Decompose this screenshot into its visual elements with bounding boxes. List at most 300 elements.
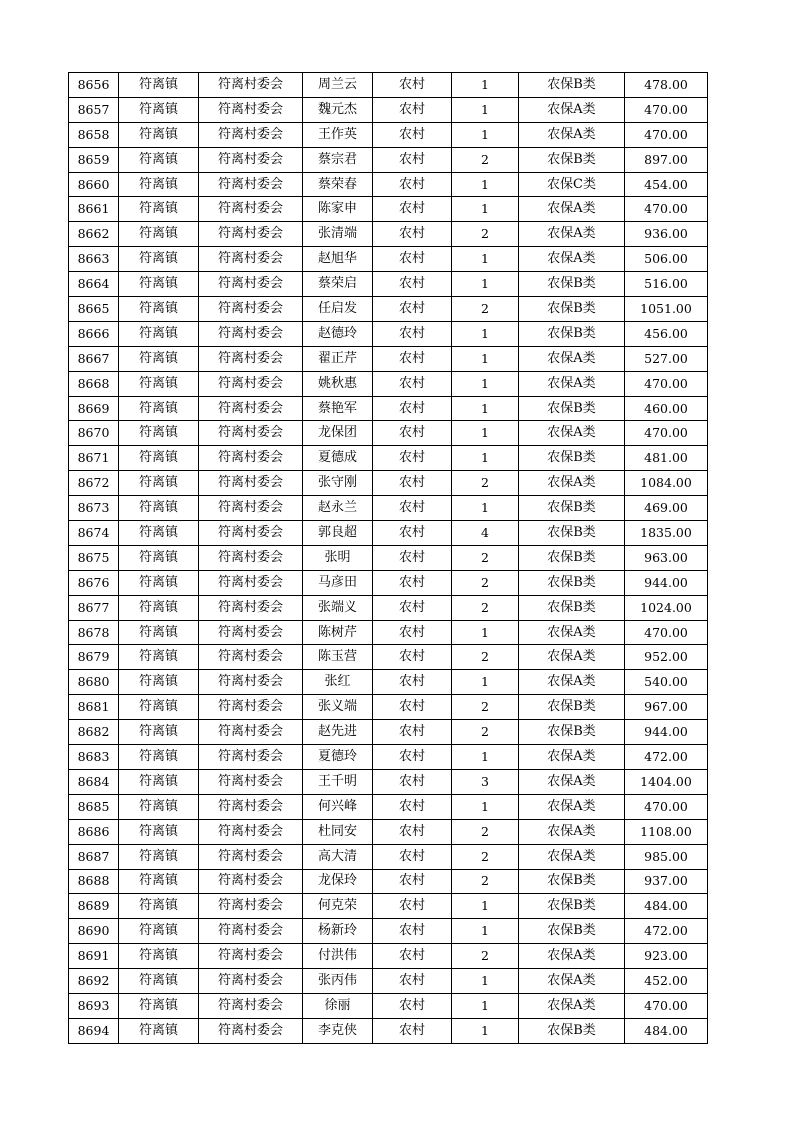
table-row xyxy=(69,272,708,297)
table-row xyxy=(69,670,708,695)
cell-amount: 470.00 xyxy=(625,421,708,446)
cell-person-name: 郭良超 xyxy=(303,521,373,546)
table-row xyxy=(69,620,708,645)
cell-household-size: 1 xyxy=(452,122,519,147)
table-row xyxy=(69,993,708,1018)
cell-household-size: 2 xyxy=(452,570,519,595)
cell-amount: 936.00 xyxy=(625,222,708,247)
cell-household-type: 农村 xyxy=(373,147,452,172)
table-row xyxy=(69,969,708,994)
cell-household-type: 农村 xyxy=(373,570,452,595)
cell-insurance-category: 农保A类 xyxy=(519,645,625,670)
cell-amount: 469.00 xyxy=(625,496,708,521)
cell-household-type: 农村 xyxy=(373,371,452,396)
table-row xyxy=(69,396,708,421)
cell-person-name: 王千明 xyxy=(303,769,373,794)
cell-village-committee: 符离村委会 xyxy=(199,371,303,396)
cell-village-committee: 符离村委会 xyxy=(199,869,303,894)
table-row xyxy=(69,222,708,247)
cell-household-size: 2 xyxy=(452,297,519,322)
cell-person-name: 张清端 xyxy=(303,222,373,247)
cell-person-name: 龙保玲 xyxy=(303,869,373,894)
cell-village-committee: 符离村委会 xyxy=(199,745,303,770)
cell-person-name: 蔡艳军 xyxy=(303,396,373,421)
table-row xyxy=(69,97,708,122)
cell-amount: 937.00 xyxy=(625,869,708,894)
cell-insurance-category: 农保A类 xyxy=(519,819,625,844)
table-row xyxy=(69,73,708,98)
cell-record-number: 8676 xyxy=(69,570,119,595)
cell-amount: 527.00 xyxy=(625,346,708,371)
cell-village-committee: 符离村委会 xyxy=(199,172,303,197)
cell-record-number: 8668 xyxy=(69,371,119,396)
cell-household-size: 2 xyxy=(452,944,519,969)
cell-person-name: 徐丽 xyxy=(303,993,373,1018)
cell-town: 符离镇 xyxy=(119,446,199,471)
cell-record-number: 8675 xyxy=(69,545,119,570)
table-row xyxy=(69,521,708,546)
cell-amount: 944.00 xyxy=(625,570,708,595)
cell-town: 符离镇 xyxy=(119,919,199,944)
cell-person-name: 杜同安 xyxy=(303,819,373,844)
cell-household-type: 农村 xyxy=(373,919,452,944)
cell-amount: 470.00 xyxy=(625,197,708,222)
cell-record-number: 8690 xyxy=(69,919,119,944)
cell-town: 符离镇 xyxy=(119,297,199,322)
cell-household-type: 农村 xyxy=(373,595,452,620)
cell-household-size: 1 xyxy=(452,670,519,695)
cell-insurance-category: 农保B类 xyxy=(519,919,625,944)
cell-record-number: 8657 xyxy=(69,97,119,122)
table-row xyxy=(69,595,708,620)
cell-record-number: 8685 xyxy=(69,794,119,819)
cell-household-type: 农村 xyxy=(373,446,452,471)
cell-village-committee: 符离村委会 xyxy=(199,346,303,371)
cell-person-name: 蔡荣春 xyxy=(303,172,373,197)
cell-village-committee: 符离村委会 xyxy=(199,396,303,421)
cell-village-committee: 符离村委会 xyxy=(199,446,303,471)
cell-insurance-category: 农保B类 xyxy=(519,297,625,322)
cell-person-name: 蔡荣启 xyxy=(303,272,373,297)
cell-household-type: 农村 xyxy=(373,745,452,770)
table-row xyxy=(69,321,708,346)
cell-record-number: 8677 xyxy=(69,595,119,620)
cell-town: 符离镇 xyxy=(119,73,199,98)
cell-household-size: 3 xyxy=(452,769,519,794)
cell-household-size: 1 xyxy=(452,396,519,421)
cell-household-type: 农村 xyxy=(373,944,452,969)
cell-household-type: 农村 xyxy=(373,396,452,421)
cell-household-size: 1 xyxy=(452,993,519,1018)
cell-person-name: 张红 xyxy=(303,670,373,695)
cell-village-committee: 符离村委会 xyxy=(199,819,303,844)
cell-village-committee: 符离村委会 xyxy=(199,321,303,346)
cell-insurance-category: 农保B类 xyxy=(519,545,625,570)
cell-town: 符离镇 xyxy=(119,993,199,1018)
cell-record-number: 8670 xyxy=(69,421,119,446)
cell-household-type: 农村 xyxy=(373,844,452,869)
cell-insurance-category: 农保A类 xyxy=(519,944,625,969)
table-row xyxy=(69,769,708,794)
cell-insurance-category: 农保B类 xyxy=(519,695,625,720)
cell-insurance-category: 农保A类 xyxy=(519,794,625,819)
cell-amount: 506.00 xyxy=(625,247,708,272)
cell-town: 符离镇 xyxy=(119,521,199,546)
cell-village-committee: 符离村委会 xyxy=(199,147,303,172)
table-row xyxy=(69,147,708,172)
cell-person-name: 蔡宗君 xyxy=(303,147,373,172)
cell-household-size: 1 xyxy=(452,421,519,446)
cell-amount: 470.00 xyxy=(625,620,708,645)
cell-household-type: 农村 xyxy=(373,869,452,894)
cell-record-number: 8684 xyxy=(69,769,119,794)
cell-village-committee: 符离村委会 xyxy=(199,894,303,919)
table-row xyxy=(69,944,708,969)
cell-insurance-category: 农保A类 xyxy=(519,844,625,869)
cell-household-size: 1 xyxy=(452,371,519,396)
table-row xyxy=(69,894,708,919)
cell-record-number: 8680 xyxy=(69,670,119,695)
cell-town: 符离镇 xyxy=(119,794,199,819)
cell-household-size: 1 xyxy=(452,321,519,346)
cell-town: 符离镇 xyxy=(119,172,199,197)
cell-amount: 1024.00 xyxy=(625,595,708,620)
table-row xyxy=(69,471,708,496)
cell-person-name: 夏德玲 xyxy=(303,745,373,770)
cell-household-type: 农村 xyxy=(373,769,452,794)
table-row xyxy=(69,197,708,222)
cell-person-name: 赵先进 xyxy=(303,720,373,745)
cell-village-committee: 符离村委会 xyxy=(199,421,303,446)
cell-household-size: 2 xyxy=(452,545,519,570)
cell-village-committee: 符离村委会 xyxy=(199,570,303,595)
cell-household-size: 1 xyxy=(452,894,519,919)
cell-record-number: 8681 xyxy=(69,695,119,720)
cell-record-number: 8658 xyxy=(69,122,119,147)
cell-village-committee: 符离村委会 xyxy=(199,97,303,122)
cell-person-name: 陈树芹 xyxy=(303,620,373,645)
cell-village-committee: 符离村委会 xyxy=(199,272,303,297)
cell-insurance-category: 农保A类 xyxy=(519,471,625,496)
cell-town: 符离镇 xyxy=(119,570,199,595)
cell-town: 符离镇 xyxy=(119,496,199,521)
cell-household-size: 1 xyxy=(452,247,519,272)
cell-person-name: 张守刚 xyxy=(303,471,373,496)
table-row xyxy=(69,745,708,770)
cell-person-name: 付洪伟 xyxy=(303,944,373,969)
cell-amount: 472.00 xyxy=(625,745,708,770)
cell-household-size: 2 xyxy=(452,645,519,670)
cell-insurance-category: 农保C类 xyxy=(519,172,625,197)
cell-household-type: 农村 xyxy=(373,545,452,570)
cell-household-type: 农村 xyxy=(373,695,452,720)
cell-amount: 470.00 xyxy=(625,993,708,1018)
cell-insurance-category: 农保B类 xyxy=(519,570,625,595)
cell-village-committee: 符离村委会 xyxy=(199,944,303,969)
cell-insurance-category: 农保B类 xyxy=(519,894,625,919)
cell-amount: 923.00 xyxy=(625,944,708,969)
cell-insurance-category: 农保B类 xyxy=(519,496,625,521)
cell-village-committee: 符离村委会 xyxy=(199,695,303,720)
cell-village-committee: 符离村委会 xyxy=(199,620,303,645)
cell-person-name: 翟正芹 xyxy=(303,346,373,371)
cell-village-committee: 符离村委会 xyxy=(199,471,303,496)
cell-town: 符离镇 xyxy=(119,720,199,745)
cell-insurance-category: 农保B类 xyxy=(519,446,625,471)
table-row xyxy=(69,844,708,869)
cell-household-size: 2 xyxy=(452,595,519,620)
cell-person-name: 张丙伟 xyxy=(303,969,373,994)
cell-insurance-category: 农保A类 xyxy=(519,371,625,396)
cell-insurance-category: 农保B类 xyxy=(519,73,625,98)
cell-household-size: 2 xyxy=(452,720,519,745)
cell-town: 符离镇 xyxy=(119,620,199,645)
cell-town: 符离镇 xyxy=(119,969,199,994)
cell-village-committee: 符离村委会 xyxy=(199,993,303,1018)
cell-person-name: 何兴峰 xyxy=(303,794,373,819)
cell-record-number: 8688 xyxy=(69,869,119,894)
cell-insurance-category: 农保A类 xyxy=(519,620,625,645)
cell-household-size: 2 xyxy=(452,869,519,894)
cell-insurance-category: 农保A类 xyxy=(519,993,625,1018)
cell-household-type: 农村 xyxy=(373,645,452,670)
cell-village-committee: 符离村委会 xyxy=(199,222,303,247)
cell-record-number: 8669 xyxy=(69,396,119,421)
cell-amount: 1835.00 xyxy=(625,521,708,546)
cell-village-committee: 符离村委会 xyxy=(199,73,303,98)
table-row xyxy=(69,247,708,272)
cell-household-size: 1 xyxy=(452,794,519,819)
cell-record-number: 8694 xyxy=(69,1018,119,1043)
cell-town: 符离镇 xyxy=(119,122,199,147)
cell-amount: 985.00 xyxy=(625,844,708,869)
cell-village-committee: 符离村委会 xyxy=(199,794,303,819)
cell-town: 符离镇 xyxy=(119,944,199,969)
cell-record-number: 8656 xyxy=(69,73,119,98)
cell-household-type: 农村 xyxy=(373,321,452,346)
cell-record-number: 8667 xyxy=(69,346,119,371)
cell-household-type: 农村 xyxy=(373,122,452,147)
cell-town: 符离镇 xyxy=(119,247,199,272)
table-row xyxy=(69,172,708,197)
roster-body xyxy=(69,73,708,1044)
table-row xyxy=(69,1018,708,1043)
cell-amount: 484.00 xyxy=(625,894,708,919)
cell-village-committee: 符离村委会 xyxy=(199,844,303,869)
cell-village-committee: 符离村委会 xyxy=(199,122,303,147)
cell-town: 符离镇 xyxy=(119,371,199,396)
cell-household-size: 1 xyxy=(452,446,519,471)
table-row xyxy=(69,794,708,819)
table-row xyxy=(69,545,708,570)
cell-household-type: 农村 xyxy=(373,222,452,247)
cell-amount: 454.00 xyxy=(625,172,708,197)
table-row xyxy=(69,446,708,471)
cell-village-committee: 符离村委会 xyxy=(199,247,303,272)
cell-person-name: 魏元杰 xyxy=(303,97,373,122)
cell-village-committee: 符离村委会 xyxy=(199,297,303,322)
cell-amount: 1108.00 xyxy=(625,819,708,844)
cell-record-number: 8661 xyxy=(69,197,119,222)
cell-household-size: 1 xyxy=(452,97,519,122)
cell-household-type: 农村 xyxy=(373,819,452,844)
cell-person-name: 王作英 xyxy=(303,122,373,147)
cell-record-number: 8693 xyxy=(69,993,119,1018)
cell-insurance-category: 农保A类 xyxy=(519,97,625,122)
cell-insurance-category: 农保A类 xyxy=(519,122,625,147)
cell-town: 符离镇 xyxy=(119,97,199,122)
cell-record-number: 8679 xyxy=(69,645,119,670)
cell-insurance-category: 农保A类 xyxy=(519,346,625,371)
cell-household-size: 1 xyxy=(452,73,519,98)
cell-record-number: 8673 xyxy=(69,496,119,521)
cell-amount: 470.00 xyxy=(625,122,708,147)
cell-household-type: 农村 xyxy=(373,1018,452,1043)
cell-record-number: 8664 xyxy=(69,272,119,297)
cell-household-size: 4 xyxy=(452,521,519,546)
cell-town: 符离镇 xyxy=(119,819,199,844)
cell-village-committee: 符离村委会 xyxy=(199,670,303,695)
cell-household-type: 农村 xyxy=(373,794,452,819)
cell-insurance-category: 农保B类 xyxy=(519,595,625,620)
cell-insurance-category: 农保B类 xyxy=(519,321,625,346)
cell-household-size: 1 xyxy=(452,745,519,770)
cell-household-size: 2 xyxy=(452,471,519,496)
cell-person-name: 张义端 xyxy=(303,695,373,720)
cell-person-name: 马彦田 xyxy=(303,570,373,595)
cell-amount: 952.00 xyxy=(625,645,708,670)
cell-insurance-category: 农保B类 xyxy=(519,720,625,745)
cell-record-number: 8674 xyxy=(69,521,119,546)
cell-town: 符离镇 xyxy=(119,869,199,894)
cell-person-name: 陈玉营 xyxy=(303,645,373,670)
cell-household-type: 农村 xyxy=(373,993,452,1018)
cell-household-type: 农村 xyxy=(373,496,452,521)
table-row xyxy=(69,919,708,944)
cell-amount: 1051.00 xyxy=(625,297,708,322)
cell-amount: 470.00 xyxy=(625,97,708,122)
table-row xyxy=(69,421,708,446)
cell-amount: 456.00 xyxy=(625,321,708,346)
cell-village-committee: 符离村委会 xyxy=(199,769,303,794)
cell-household-type: 农村 xyxy=(373,272,452,297)
cell-amount: 944.00 xyxy=(625,720,708,745)
cell-person-name: 何克荣 xyxy=(303,894,373,919)
cell-person-name: 陈家申 xyxy=(303,197,373,222)
cell-record-number: 8682 xyxy=(69,720,119,745)
cell-insurance-category: 农保B类 xyxy=(519,1018,625,1043)
cell-amount: 472.00 xyxy=(625,919,708,944)
cell-record-number: 8666 xyxy=(69,321,119,346)
cell-amount: 1404.00 xyxy=(625,769,708,794)
cell-person-name: 李克侠 xyxy=(303,1018,373,1043)
cell-village-committee: 符离村委会 xyxy=(199,595,303,620)
cell-record-number: 8663 xyxy=(69,247,119,272)
cell-town: 符离镇 xyxy=(119,272,199,297)
cell-person-name: 张明 xyxy=(303,545,373,570)
cell-amount: 470.00 xyxy=(625,371,708,396)
cell-town: 符离镇 xyxy=(119,346,199,371)
cell-record-number: 8671 xyxy=(69,446,119,471)
cell-record-number: 8683 xyxy=(69,745,119,770)
cell-household-size: 1 xyxy=(452,496,519,521)
cell-record-number: 8662 xyxy=(69,222,119,247)
cell-amount: 1084.00 xyxy=(625,471,708,496)
cell-town: 符离镇 xyxy=(119,147,199,172)
cell-town: 符离镇 xyxy=(119,421,199,446)
cell-record-number: 8689 xyxy=(69,894,119,919)
cell-insurance-category: 农保A类 xyxy=(519,197,625,222)
cell-town: 符离镇 xyxy=(119,396,199,421)
table-row xyxy=(69,122,708,147)
cell-village-committee: 符离村委会 xyxy=(199,720,303,745)
table-row xyxy=(69,371,708,396)
cell-household-type: 农村 xyxy=(373,73,452,98)
cell-person-name: 夏德成 xyxy=(303,446,373,471)
cell-household-type: 农村 xyxy=(373,471,452,496)
table-row xyxy=(69,695,708,720)
cell-village-committee: 符离村委会 xyxy=(199,197,303,222)
cell-insurance-category: 农保B类 xyxy=(519,147,625,172)
cell-record-number: 8678 xyxy=(69,620,119,645)
table-row xyxy=(69,346,708,371)
cell-household-type: 农村 xyxy=(373,670,452,695)
cell-town: 符离镇 xyxy=(119,222,199,247)
cell-insurance-category: 农保B类 xyxy=(519,272,625,297)
cell-household-size: 2 xyxy=(452,844,519,869)
cell-village-committee: 符离村委会 xyxy=(199,545,303,570)
cell-record-number: 8691 xyxy=(69,944,119,969)
roster-table xyxy=(68,72,708,1044)
cell-household-size: 1 xyxy=(452,919,519,944)
cell-village-committee: 符离村委会 xyxy=(199,496,303,521)
table-row xyxy=(69,869,708,894)
cell-household-size: 2 xyxy=(452,222,519,247)
table-row xyxy=(69,720,708,745)
cell-record-number: 8672 xyxy=(69,471,119,496)
cell-village-committee: 符离村委会 xyxy=(199,645,303,670)
cell-insurance-category: 农保A类 xyxy=(519,769,625,794)
cell-household-size: 1 xyxy=(452,1018,519,1043)
cell-person-name: 任启发 xyxy=(303,297,373,322)
cell-amount: 516.00 xyxy=(625,272,708,297)
cell-record-number: 8660 xyxy=(69,172,119,197)
cell-insurance-category: 农保A类 xyxy=(519,421,625,446)
cell-insurance-category: 农保A类 xyxy=(519,247,625,272)
cell-amount: 897.00 xyxy=(625,147,708,172)
cell-amount: 470.00 xyxy=(625,794,708,819)
cell-town: 符离镇 xyxy=(119,894,199,919)
table-row xyxy=(69,496,708,521)
cell-amount: 481.00 xyxy=(625,446,708,471)
cell-household-size: 1 xyxy=(452,620,519,645)
cell-amount: 478.00 xyxy=(625,73,708,98)
cell-insurance-category: 农保B类 xyxy=(519,869,625,894)
cell-town: 符离镇 xyxy=(119,1018,199,1043)
cell-person-name: 姚秋惠 xyxy=(303,371,373,396)
cell-amount: 963.00 xyxy=(625,545,708,570)
cell-record-number: 8686 xyxy=(69,819,119,844)
cell-household-type: 农村 xyxy=(373,197,452,222)
cell-insurance-category: 农保A类 xyxy=(519,969,625,994)
cell-town: 符离镇 xyxy=(119,321,199,346)
cell-household-size: 1 xyxy=(452,197,519,222)
table-row xyxy=(69,570,708,595)
table-row xyxy=(69,645,708,670)
cell-town: 符离镇 xyxy=(119,670,199,695)
cell-village-committee: 符离村委会 xyxy=(199,521,303,546)
cell-insurance-category: 农保A类 xyxy=(519,670,625,695)
